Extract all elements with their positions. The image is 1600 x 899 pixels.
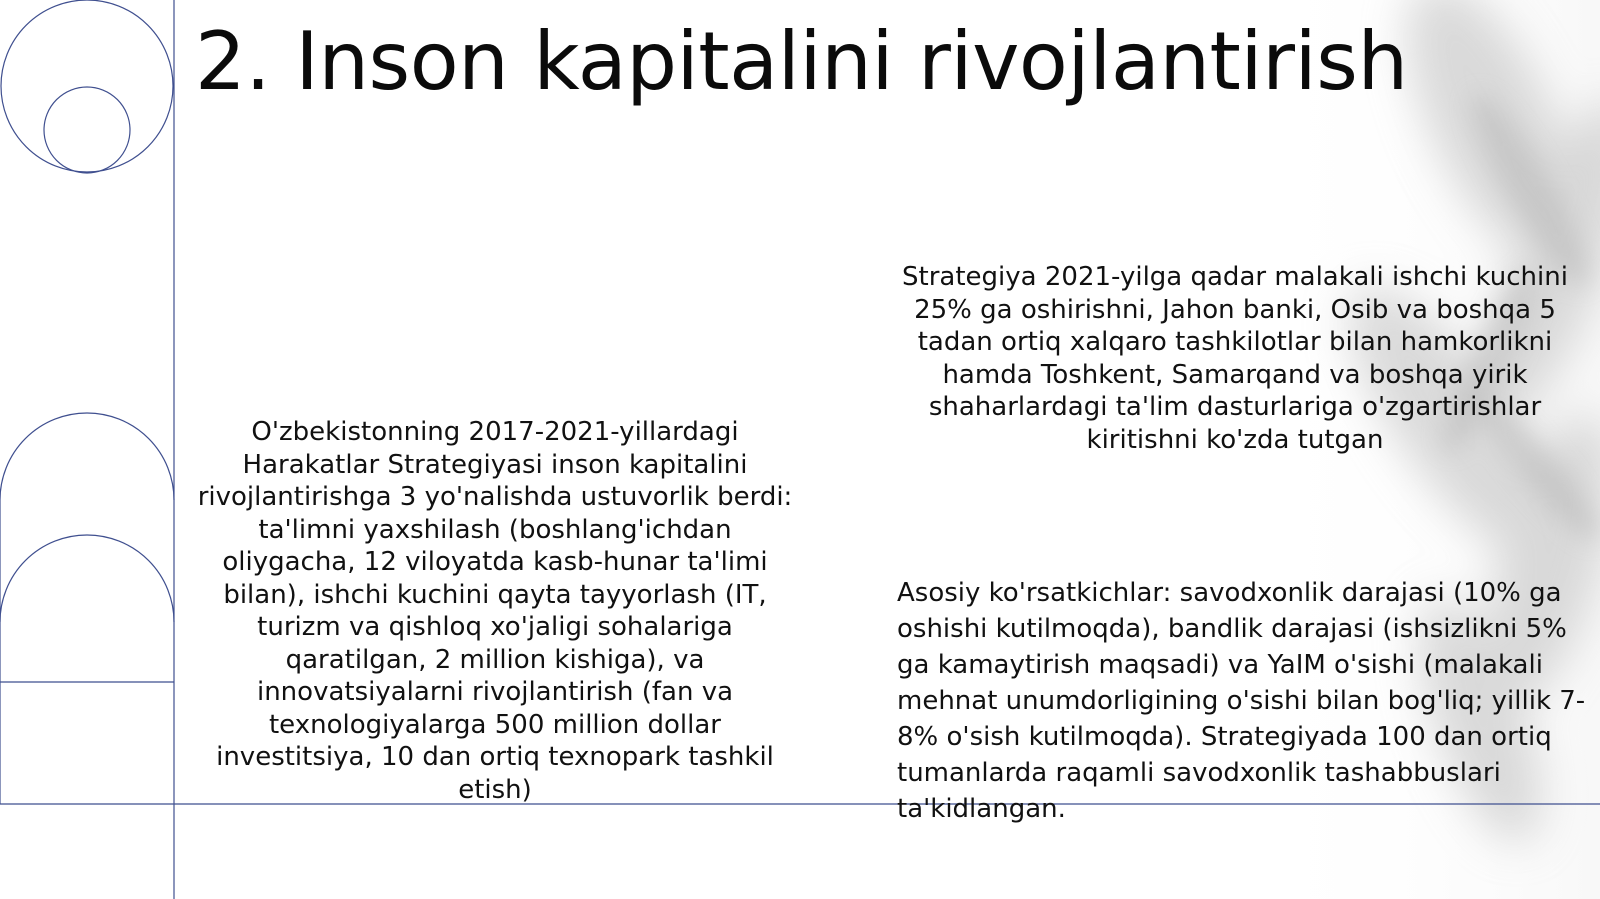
right-top-paragraph: Strategiya 2021-yilga qadar malakali ishchi kuchini 25% ga oshirishni, Jahon banki, Osib va boshqa 5 tadan ortiq xalqaro tashkilotlar bilan hamkorlikni hamda Toshkent, Samarqand va boshqa yirik shaharlardagi ta'lim dasturlariga o'zgartirishlar kiritishni ko'zda tutgan — [902, 262, 1568, 455]
right-bottom-paragraph: Asosiy ko'rsatkichlar: savodxonlik darajasi (10% ga oshishi kutilmoqda), bandlik darajasi (ishsizlikni 5% ga kamaytirish maqsadi) va YaIM o'sishi (malakali mehnat unumdorligining o'sishi bilan bog'liq; yillik 7-8% o'sish kutilmoqda). Strategiyada 100 dan ortiq tumanlarda raqamli savodxonlik tashabbuslari ta'kidlangan. — [897, 578, 1586, 824]
left-paragraph: O'zbekistonning 2017-2021-yillardagi Harakatlar Strategiyasi inson kapitalini rivojlantirishga 3 yo'nalishda ustuvorlik berdi: ta'limni yaxshilash (boshlang'ichdan oliygacha, 12 viloyatda kasb-hunar ta'limi bilan), ishchi kuchini qayta tayyorlash (IT, turizm va qishloq xo'jaligi sohalariga qaratilgan, 2 million kishiga), va innovatsiyalarni rivojlantirish (fan va texnologiyalarga 500 million dollar investitsiya, 10 dan ortiq texnopark tashkil etish) — [197, 417, 793, 805]
slide-title: 2. Inson kapitalini rivojlantirish — [195, 15, 1408, 108]
